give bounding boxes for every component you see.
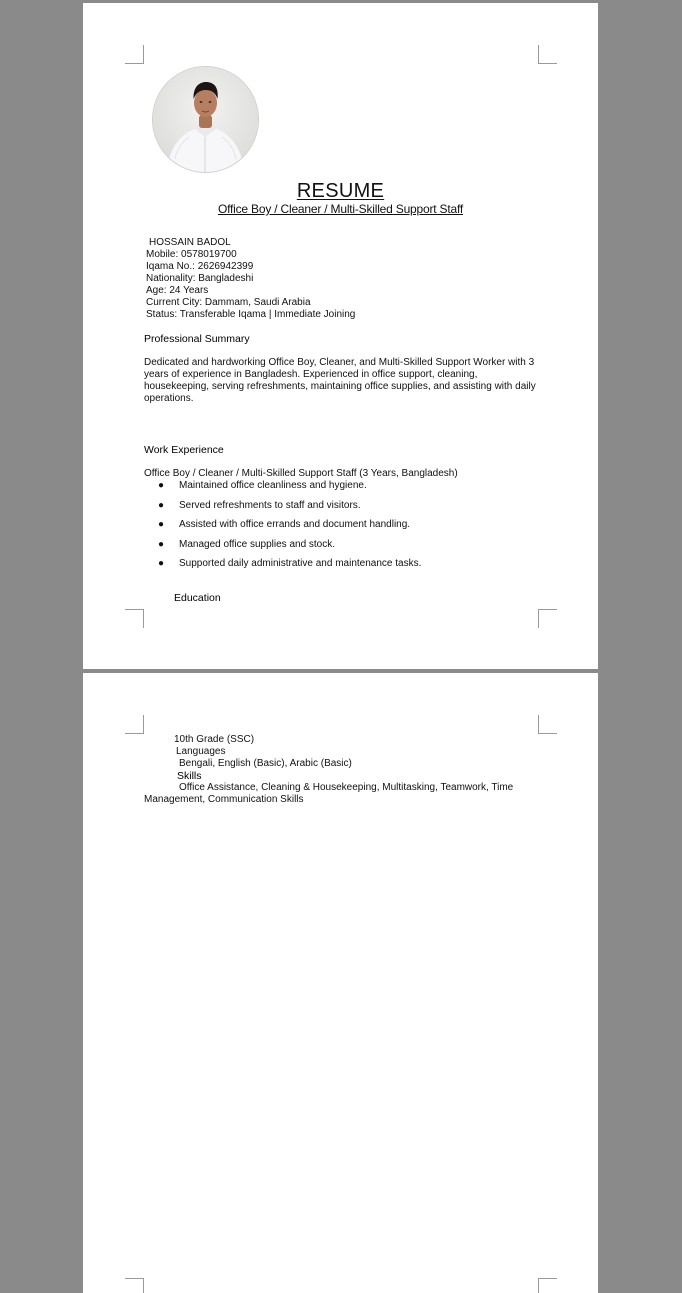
education-heading: Education bbox=[174, 592, 221, 604]
bullet-dot-icon: ● bbox=[158, 538, 165, 550]
list-item bbox=[158, 558, 421, 578]
bullet-text: Supported daily administrative and maintenance tasks. bbox=[179, 558, 422, 570]
mobile-line: Mobile: 0578019700 bbox=[146, 249, 237, 260]
list-item bbox=[158, 500, 421, 520]
bullet-text: Maintained office cleanliness and hygiene. bbox=[179, 480, 367, 491]
list-item bbox=[158, 519, 421, 539]
bullet-dot-icon: ● bbox=[158, 499, 165, 511]
summary-text: Dedicated and hardworking Office Boy, Cleaner, and Multi-Skilled Support Worker with 3 years of experience in Bangladesh. Experienced in office support, cleaning, housekeeping, serving refreshments, maintaining office supplies, and assisting with daily operations. bbox=[144, 357, 536, 404]
status-line: Status: Transferable Iqama | Immediate Joining bbox=[146, 309, 356, 320]
list-item bbox=[158, 539, 421, 559]
bullet-text: Served refreshments to staff and visitors. bbox=[179, 499, 361, 511]
crop-mark-top-right bbox=[538, 715, 557, 734]
crop-mark-top-right bbox=[538, 45, 557, 64]
education-value: 10th Grade (SSC) bbox=[174, 734, 255, 745]
skills-line-1: Office Assistance, Cleaning & Housekeeping, Multitasking, Teamwork, Time bbox=[179, 782, 514, 793]
resume-subtitle: Office Boy / Cleaner / Multi-Skilled Support Staff bbox=[217, 202, 463, 216]
experience-bullets bbox=[158, 480, 421, 578]
age-line: Age: 24 Years bbox=[146, 285, 209, 296]
crop-mark-top-left bbox=[125, 715, 144, 734]
nationality-line: Nationality: Bangladeshi bbox=[146, 273, 254, 284]
bullet-dot-icon: ● bbox=[158, 558, 165, 570]
bullet-text: Managed office supplies and stock. bbox=[179, 538, 336, 550]
crop-mark-bottom-left bbox=[125, 1278, 144, 1293]
languages-value: Bengali, English (Basic), Arabic (Basic) bbox=[179, 758, 352, 769]
languages-heading: Languages bbox=[176, 746, 226, 757]
resume-title: RESUME bbox=[296, 180, 385, 202]
bullet-text: Assisted with office errands and document handling. bbox=[179, 519, 411, 531]
iqama-line: Iqama No.: 2626942399 bbox=[146, 261, 254, 272]
crop-mark-bottom-left bbox=[125, 609, 144, 628]
skills-line-2: Management, Communication Skills bbox=[144, 794, 304, 805]
skills-heading: Skills bbox=[177, 770, 202, 782]
crop-mark-bottom-right bbox=[538, 1278, 557, 1293]
city-line: Current City: Dammam, Saudi Arabia bbox=[146, 297, 311, 308]
document-page-1 bbox=[83, 3, 598, 669]
profile-photo bbox=[153, 67, 258, 172]
summary-heading: Professional Summary bbox=[144, 333, 250, 345]
bullet-dot-icon: ● bbox=[158, 519, 165, 531]
bullet-dot-icon: ● bbox=[158, 480, 165, 491]
list-item bbox=[158, 480, 421, 500]
document-page-2 bbox=[83, 673, 598, 1293]
experience-heading: Work Experience bbox=[144, 444, 224, 456]
candidate-name: HOSSAIN BADOL bbox=[149, 237, 231, 248]
crop-mark-bottom-right bbox=[538, 609, 557, 628]
crop-mark-top-left bbox=[125, 45, 144, 64]
experience-role: Office Boy / Cleaner / Multi-Skilled Support Staff (3 Years, Bangladesh) bbox=[144, 468, 458, 479]
